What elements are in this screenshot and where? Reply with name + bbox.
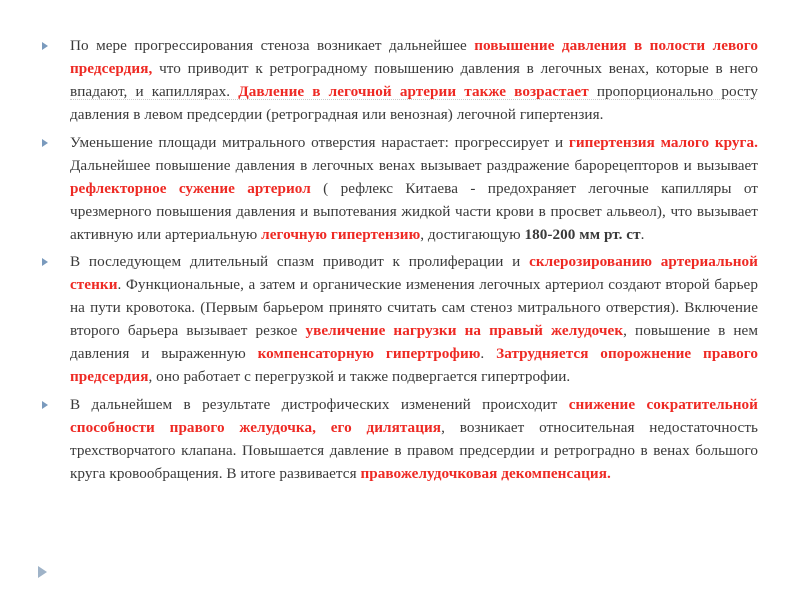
text-segment: что приводит к ретроградному повышению давления в легочных венах, которые в него впадают, и капиллярах. xyxy=(70,60,758,100)
text-segment: ( рефлекс Китаева - предохраняет легочные капилляры от чрезмерного повышения давления и выпотевания жидкой части крови в просвет альвеол), что вызывает активную или артериальную xyxy=(70,179,758,243)
triangle-bullet-icon xyxy=(42,258,48,266)
triangle-bullet-icon xyxy=(42,42,48,50)
highlight-segment: склерозированию артериальной стенки xyxy=(70,253,758,294)
paragraph-1 xyxy=(70,34,758,126)
text-segment: . Функциональные, а затем и органические изменения легочных артериол создают второй барьер на пути кровотока. (Первым барьером принято считать сам стеноз митрального отверстия). Включение второго барьера вызывает резкое xyxy=(70,276,758,340)
slide-content xyxy=(42,34,758,489)
text-segment: , достигающую xyxy=(420,225,525,243)
bullet-item-4 xyxy=(42,393,758,485)
highlight-segment: увеличение нагрузки на правый желудочек xyxy=(305,322,624,340)
next-slide-arrow-icon[interactable] xyxy=(38,566,47,578)
text-segment: , повышение в нем давления и выраженную xyxy=(70,322,759,363)
highlight-segment: снижение сократительной способности правого желудочка, его дилятация xyxy=(70,395,758,436)
bullet-item-2 xyxy=(42,131,758,246)
text-segment: пропорционально росту давления в левом предсердии (ретроградная или венозная) легочной гипертензия. xyxy=(70,83,758,123)
text-segment: В последующем длительный спазм приводит к пролиферации и xyxy=(70,253,530,271)
highlight-segment: повышение давления в полости левого предсердия, xyxy=(70,37,758,77)
triangle-bullet-icon xyxy=(42,139,48,147)
highlight-segment: гипертензия малого круга. xyxy=(568,133,758,151)
bullet-item-3 xyxy=(42,250,758,388)
paragraph-4 xyxy=(70,393,758,485)
text-segment: . xyxy=(640,225,645,243)
text-segment: , возникает относительная недостаточность трехстворчатого клапана. Повышается давление в правом предсердии и ретроградно в венах большого круга кровообращения. В итоге развивается xyxy=(70,418,758,482)
text-segment: В дальнейшем в результате дистрофических изменений происходит xyxy=(70,395,569,413)
paragraph-3 xyxy=(70,250,758,388)
highlight-segment: правожелудочковая декомпенсация. xyxy=(360,464,611,482)
paragraph-2 xyxy=(70,131,758,246)
text-segment: Уменьшение площади митрального отверстия нарастает: прогрессирует и xyxy=(70,133,569,151)
highlight-segment: Затрудняется опорожнение правого предсердия xyxy=(70,345,758,386)
bold-segment: 180-200 мм рт. ст xyxy=(524,225,641,243)
highlight-segment: легочную гипертензию xyxy=(261,225,421,243)
text-segment: . xyxy=(480,345,497,363)
text-segment: , оно работает с перегрузкой и также подвергается гипертрофии. xyxy=(148,368,571,386)
highlight-segment: Давление в легочной артерии также возрастает xyxy=(238,83,589,100)
text-segment: Дальнейшее повышение давления в легочных венах вызывает раздражение барорецепторов и вызывает xyxy=(70,156,758,174)
triangle-bullet-icon xyxy=(42,401,48,409)
highlight-segment: компенсаторную гипертрофию xyxy=(257,345,481,363)
text-segment: По мере прогрессирования стеноза возникает дальнейшее xyxy=(70,37,475,54)
highlight-segment: рефлекторное сужение артериол xyxy=(70,179,311,197)
bullet-item-1 xyxy=(42,34,758,126)
